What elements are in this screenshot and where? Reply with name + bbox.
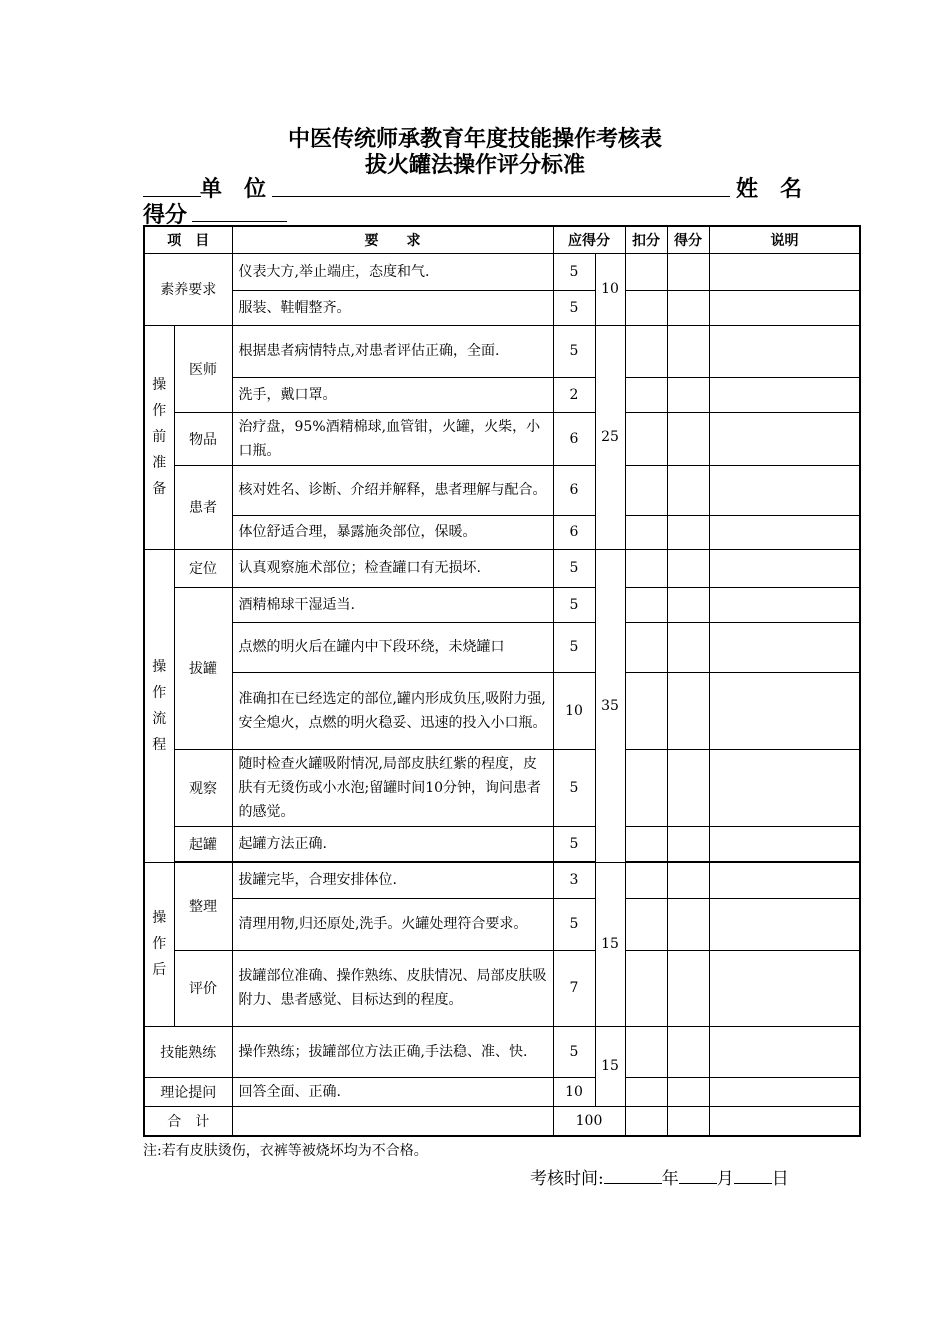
points-cell: 10 (553, 1077, 595, 1106)
requirement-cell: 拔罐完毕，合理安排体位. (232, 862, 553, 898)
subcategory-cell: 评价 (174, 950, 232, 1026)
footnote: 注:若有皮肤烫伤，衣裤等被烧坏均为不合格。 (143, 1143, 428, 1159)
remarks-input[interactable] (709, 549, 860, 587)
deduction-input[interactable] (625, 672, 667, 749)
remarks-input[interactable] (709, 672, 860, 749)
score-input[interactable] (667, 950, 709, 1026)
deduction-input[interactable] (625, 325, 667, 377)
points-cell: 5 (553, 290, 595, 325)
requirement-cell: 洗手，戴口罩。 (232, 377, 553, 412)
remarks-input[interactable] (709, 1106, 860, 1136)
score-input[interactable] (667, 672, 709, 749)
requirement-cell: 回答全面、正确. (232, 1077, 553, 1106)
col-header-deduction: 扣分 (625, 226, 667, 253)
deduction-input[interactable] (625, 1077, 667, 1106)
remarks-input[interactable] (709, 465, 860, 515)
form-title: 中医传统师承教育年度技能操作考核表 (287, 127, 662, 152)
score-input[interactable] (667, 325, 709, 377)
subcategory-cell: 医师 (174, 325, 232, 412)
points-cell: 5 (553, 622, 595, 672)
table-row (144, 253, 860, 290)
table-row (144, 587, 860, 622)
remarks-input[interactable] (709, 587, 860, 622)
points-cell: 5 (553, 826, 595, 861)
col-header-item: 项 目 (144, 226, 232, 253)
exam-time-label: 考核时间: (530, 1169, 604, 1189)
group-total-cell: 10 (595, 253, 625, 325)
remarks-input[interactable] (709, 862, 860, 898)
deduction-input[interactable] (625, 622, 667, 672)
requirement-cell: 仪表大方,举止端庄，态度和气. (232, 253, 553, 290)
score-input[interactable] (667, 587, 709, 622)
deduction-input[interactable] (625, 253, 667, 290)
month-field[interactable] (679, 1167, 717, 1184)
category-label: 操作前准备 (152, 377, 167, 497)
table-row (144, 1026, 860, 1077)
category-cell-vertical (144, 549, 174, 862)
col-header-remarks: 说明 (709, 226, 860, 253)
deduction-input[interactable] (625, 749, 667, 826)
score-input[interactable] (667, 622, 709, 672)
score-input[interactable] (667, 898, 709, 950)
remarks-input[interactable] (709, 950, 860, 1026)
table-row (144, 862, 860, 898)
table-row (144, 515, 860, 549)
requirement-cell: 服装、鞋帽整齐。 (232, 290, 553, 325)
scoring-table (143, 225, 861, 1137)
table-row (144, 622, 860, 672)
requirement-cell: 操作熟练；拔罐部位方法正确,手法稳、准、快. (232, 1026, 553, 1077)
score-input[interactable] (667, 826, 709, 861)
points-cell: 7 (553, 950, 595, 1026)
table-row (144, 950, 860, 1026)
deduction-input[interactable] (625, 290, 667, 325)
grand-total-points: 100 (553, 1106, 625, 1136)
score-input[interactable] (667, 749, 709, 826)
score-input[interactable] (667, 862, 709, 898)
subcategory-cell: 定位 (174, 549, 232, 587)
deduction-input[interactable] (625, 1106, 667, 1136)
day-label: 日 (771, 1169, 789, 1189)
score-label: 得分 (143, 203, 188, 228)
requirement-cell: 起罐方法正确. (232, 826, 553, 861)
points-cell: 5 (553, 1026, 595, 1077)
requirement-cell: 清理用物,归还原处,洗手。火罐处理符合要求。 (232, 898, 553, 950)
subcategory-cell: 整理 (174, 862, 232, 950)
requirement-cell: 认真观察施术部位；检查罐口有无损坏. (232, 549, 553, 587)
score-input[interactable] (667, 377, 709, 412)
points-cell: 5 (553, 587, 595, 622)
deduction-input[interactable] (625, 465, 667, 515)
group-total-cell: 15 (595, 862, 625, 1026)
score-input[interactable] (667, 290, 709, 325)
category-label: 操作流程 (152, 658, 167, 753)
category-cell: 理论提问 (144, 1077, 232, 1106)
score-input[interactable] (667, 1026, 709, 1077)
table-row (144, 325, 860, 377)
unit-label: 单 位 (200, 177, 267, 202)
remarks-input[interactable] (709, 290, 860, 325)
deduction-input[interactable] (625, 898, 667, 950)
col-header-score: 得分 (667, 226, 709, 253)
points-cell: 5 (553, 749, 595, 826)
requirement-cell: 随时检查火罐吸附情况,局部皮肤红紫的程度，皮肤有无烫伤或小水泡;留罐时间10分钟，询问患者的感觉。 (232, 749, 553, 826)
table-row (144, 749, 860, 826)
category-cell: 素养要求 (144, 253, 232, 325)
subcategory-cell: 患者 (174, 465, 232, 549)
remarks-input[interactable] (709, 1026, 860, 1077)
unit-field[interactable] (272, 196, 730, 197)
category-cell-vertical (144, 325, 174, 549)
remarks-input[interactable] (709, 898, 860, 950)
score-input[interactable] (667, 549, 709, 587)
deduction-input[interactable] (625, 950, 667, 1026)
year-field[interactable] (604, 1167, 662, 1184)
deduction-input[interactable] (625, 1026, 667, 1077)
remarks-input[interactable] (709, 325, 860, 377)
remarks-input[interactable] (709, 253, 860, 290)
points-cell: 5 (553, 325, 595, 377)
score-input[interactable] (667, 253, 709, 290)
total-row (144, 1106, 860, 1136)
day-field[interactable] (734, 1167, 772, 1184)
remarks-input[interactable] (709, 622, 860, 672)
requirement-cell: 体位舒适合理，暴露施灸部位，保暖。 (232, 515, 553, 549)
remarks-input[interactable] (709, 377, 860, 412)
points-cell: 5 (553, 253, 595, 290)
table-row (144, 549, 860, 587)
col-header-points: 应得分 (553, 226, 625, 253)
group-total-cell: 15 (595, 1026, 625, 1106)
table-row (144, 465, 860, 515)
deduction-input[interactable] (625, 862, 667, 898)
points-cell: 5 (553, 549, 595, 587)
deduction-input[interactable] (625, 412, 667, 465)
requirement-cell: 酒精棉球干湿适当. (232, 587, 553, 622)
remarks-input[interactable] (709, 749, 860, 826)
deduction-input[interactable] (625, 826, 667, 861)
requirement-cell: 根据患者病情特点,对患者评估正确，全面. (232, 325, 553, 377)
subcategory-cell: 拔罐 (174, 587, 232, 749)
table-row (144, 290, 860, 325)
subcategory-cell: 观察 (174, 749, 232, 826)
total-requirement-cell (232, 1106, 553, 1136)
name-label: 姓 名 (736, 177, 803, 202)
group-total-cell: 25 (595, 325, 625, 549)
subcategory-cell: 物品 (174, 412, 232, 465)
group-total-cell: 35 (595, 549, 625, 862)
score-input[interactable] (667, 412, 709, 465)
subcategory-cell: 起罐 (174, 826, 232, 861)
col-header-requirement: 要 求 (232, 226, 553, 253)
points-cell: 2 (553, 377, 595, 412)
remarks-input[interactable] (709, 412, 860, 465)
table-row (144, 826, 860, 861)
remarks-input[interactable] (709, 515, 860, 549)
table-row (144, 1077, 860, 1106)
deduction-input[interactable] (625, 377, 667, 412)
points-cell: 6 (553, 412, 595, 465)
total-label: 合 计 (144, 1106, 232, 1136)
form-subtitle: 拔火罐法操作评分标准 (364, 153, 585, 178)
requirement-cell: 点燃的明火后在罐内中下段环绕，未烧罐口 (232, 622, 553, 672)
score-input[interactable] (667, 1106, 709, 1136)
points-cell: 3 (553, 862, 595, 898)
points-cell: 6 (553, 515, 595, 549)
deduction-input[interactable] (625, 549, 667, 587)
table-row (144, 898, 860, 950)
category-cell: 技能熟练 (144, 1026, 232, 1077)
table-row (144, 412, 860, 465)
unit-prefix-line (143, 196, 201, 197)
month-label: 月 (716, 1169, 734, 1189)
points-cell: 10 (553, 672, 595, 749)
category-cell-vertical (144, 862, 174, 1026)
table-row (144, 377, 860, 412)
year-label: 年 (661, 1169, 679, 1189)
remarks-input[interactable] (709, 1077, 860, 1106)
score-field[interactable] (192, 221, 287, 222)
category-label: 操作后 (152, 910, 167, 978)
requirement-cell: 核对姓名、诊断、介绍并解释，患者理解与配合。 (232, 465, 553, 515)
points-cell: 5 (553, 898, 595, 950)
header-row (144, 226, 860, 253)
score-input[interactable] (667, 515, 709, 549)
requirement-cell: 拔罐部位准确、操作熟练、皮肤情况、局部皮肤吸附力、患者感觉、目标达到的程度。 (232, 950, 553, 1026)
requirement-cell: 准确扣在已经选定的部位,罐内形成负压,吸附力强,安全熄火，点燃的明火稳妥、迅速的投入小口瓶。 (232, 672, 553, 749)
score-input[interactable] (667, 465, 709, 515)
deduction-input[interactable] (625, 515, 667, 549)
points-cell: 6 (553, 465, 595, 515)
requirement-cell: 治疗盘，95%酒精棉球,血管钳，火罐，火柴，小口瓶。 (232, 412, 553, 465)
score-input[interactable] (667, 1077, 709, 1106)
deduction-input[interactable] (625, 587, 667, 622)
table-row (144, 672, 860, 749)
exam-time (530, 1164, 789, 1189)
remarks-input[interactable] (709, 826, 860, 861)
